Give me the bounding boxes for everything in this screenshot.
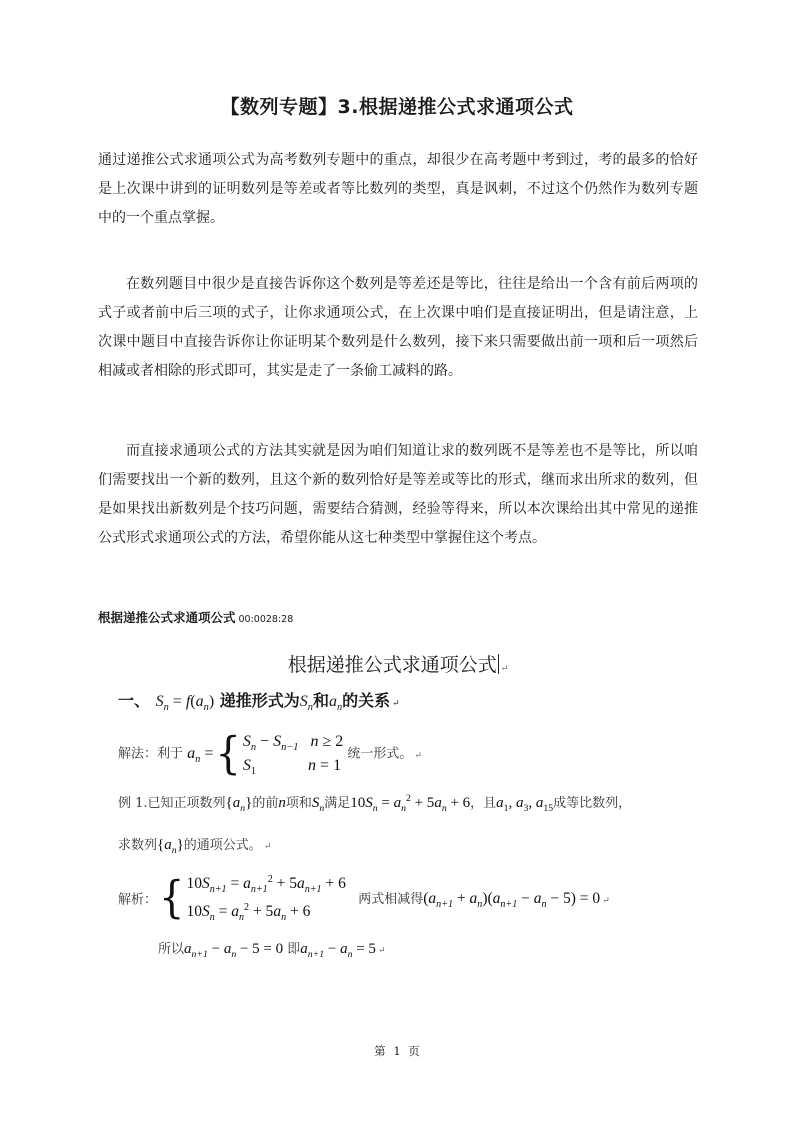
slide-heading: 一、 $S_n = f(a_n)$ 递推形式为$S_n$和$a_n$的关系 ↵: [118, 691, 400, 714]
lecture-slide-image: [98, 630, 698, 990]
analysis-block: 解析：{ $10S_{n+1} = a_{n+1}^2 + 5a_{n+1} + 6$ $10S_n = a_n^2 + 5a_n + 6$ 两式相减得$(a_{n+1} + a_n)(a_{n+1} - a_n - 5) = 0$ ↵: [118, 872, 610, 924]
intro-paragraph-1: 通过递推公式求通项公式为高考数列专题中的重点，却很少在高考题中考到过，考的最多的恰好是上次课中讲到的证明数列是等差或者等比数列的类型，真是讽刺，不过这个仍然作为数列专题中的一个重点掌握。: [98, 152, 698, 226]
example-1-line-1: 例 1.已知正项数列$\{a_n\}$的前n项和$S_n$满足$10S_n = a_n^2 + 5a_n + 6$，且$a_1$, $a_3$, $a_{15}$成等比数列，: [118, 793, 632, 814]
formula-10sn: $10S_n = a_n^2 + 5a_n + 6$: [350, 793, 471, 814]
conclusion-line: 所以$a_{n+1} - a_n - 5 = 0$ 即$a_{n+1} - a_n = 5$ ↵: [158, 941, 386, 960]
solution-method: 解法：利于 $a_n$ ={ $S_n - S_{n-1}$ n ≥ 2 $S_1$ n = 1 统一形式。 ↵: [118, 728, 422, 780]
page-number: 第 1 页: [374, 1044, 420, 1058]
document-title: 【数列专题】3.根据递推公式求通项公式: [220, 96, 574, 118]
section-heading: [98, 608, 293, 626]
intro-paragraph-2: 在数列题目中很少是直接告诉你这个数列是等差还是等比，往往是给出一个含有前后两项的式子或者前中后三项的式子，让你求通项公式，在上次课中咱们是直接证明出，但是请注意，上次课中题目中直接告诉你让你证明某个数列是什么数列，接下来只需要做出前一项和后一项然后相减或者相除的形式即可，其实是走了一条偷工减料的路。: [98, 276, 698, 379]
formula-difference: $(a_{n+1} + a_n)(a_{n+1} - a_n - 5) = 0$: [423, 890, 601, 911]
brace-symbol: {: [215, 728, 241, 780]
formula-sn-equals-f-an: $S_n = f(a_n)$: [155, 693, 215, 714]
example-1-line-2: 求数列$\{a_n\}$的通项公式。 ↵: [118, 837, 272, 856]
formula-an-piecewise: $a_n$ =: [187, 744, 214, 765]
return-mark: ↵: [500, 664, 509, 674]
intro-paragraph-3: 而直接求通项公式的方法其实就是因为咱们知道让求的数列既不是等差也不是等比，所以咱们需要找出一个新的数列，且这个新的数列恰好是等差或等比的形式，继而求出所求的数列，但是如果找出新数列是个技巧问题，需要结合猜测，经验等得来，所以本次课给出其中常见的递推公式形式求通项公式的方法，希望你能从这七种类型中掌握住这个考点。: [98, 443, 698, 546]
text-cursor: [498, 654, 499, 674]
section-timestamp: 00:0028:28: [238, 614, 294, 625]
slide-title: 根据递推公式求通项公式 ↵: [287, 654, 509, 676]
section-heading-text: 根据递推公式求通项公式: [98, 610, 236, 625]
